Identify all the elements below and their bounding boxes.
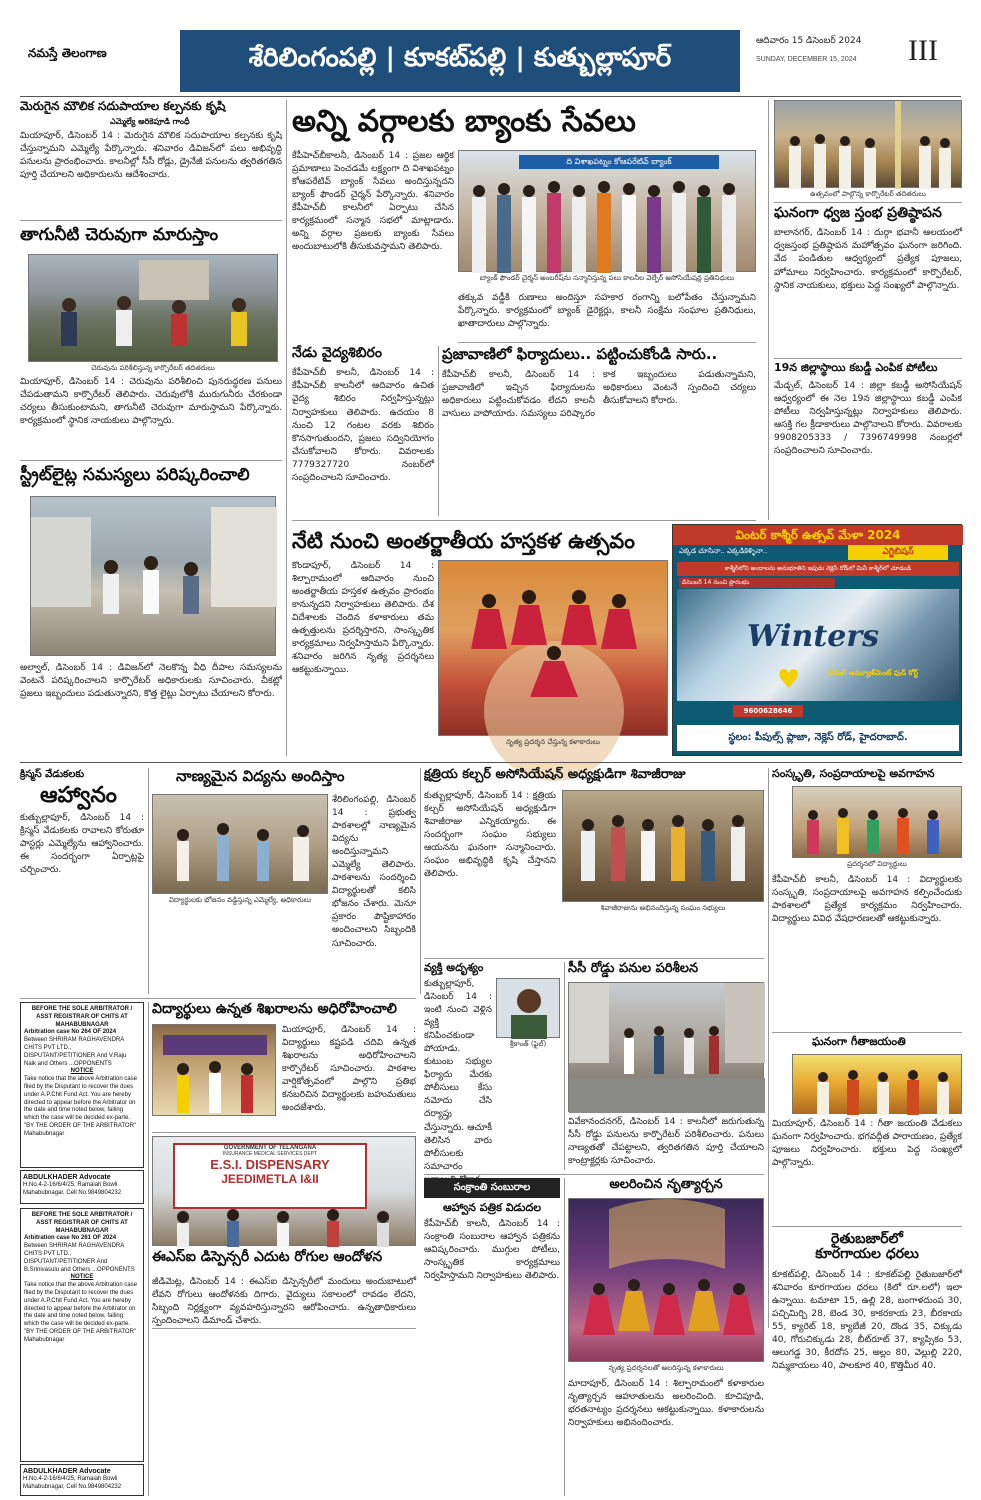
brand-logo bbox=[28, 42, 168, 66]
article-body: మియాపూర్, డిసెంబర్ 14 : చెరువును పరిశీలించి పునరుద్ధరణ పనులు చేపడుతామని కార్పొరేటర్ తెలిపారు. చెరువులోకి మురుగునీరు చేరకుండా చర్యలు తీసుకుంటామని, తాగునీటి చెరువుగా మారుస్తామని పేర్కొన్నారు. కార్యక్రమంలో స్థానిక నాయకులు పాల్గొన్నారు. bbox=[20, 377, 282, 427]
sign-sub: INSURANCE MEDICAL SERVICES DEPT bbox=[222, 1151, 318, 1157]
headline: సంస్కృతి, సంప్రదాయాలపై అవగాహన bbox=[772, 767, 935, 780]
article-body: కేపీహెచ్‌బీ కాలనీ, డిసెంబర్ 14 : కేపీహెచ్‌బీ కాలనీలో ఆదివారం ఉచిత వైద్య శిబిరం నిర్వహిస్తున్నట్లు నిర్వాహకులు తెలిపారు. ఉదయం 8 నుంచి 12 గంటల వరకు శిబిరం కొనసాగుతుందని, ప్రజలు సద్వినియోగం చేసుకోవాలని కోరారు. వివరాలకు 7779327720 నంబర్‌లో సంప్రదించాలని సూచించారు. bbox=[292, 368, 434, 483]
article-culture bbox=[772, 768, 962, 1028]
article-body: మియాపూర్, డిసెంబర్ 14 : గీతా జయంతి వేడుకలు ఘనంగా నిర్వహించారు. భగవద్గీత పారాయణం, ప్రత్యేక పూజలు నిర్వహించారు. భక్తులు పెద్ద సంఖ్యలో పాల్గొన్నారు. bbox=[772, 1119, 962, 1169]
article-kabaddi bbox=[774, 362, 962, 520]
article-missing bbox=[424, 962, 560, 1170]
article-students bbox=[152, 1002, 416, 1130]
date-english: SUNDAY, DECEMBER 15, 2024 bbox=[756, 56, 857, 63]
lead-photo bbox=[458, 150, 756, 272]
headline: క్షత్రియ కల్చర్ అసోసియేషన్ అధ్యక్షుడిగా శివాజీరాజు bbox=[424, 767, 686, 782]
ad-script: Winters bbox=[747, 619, 880, 654]
ad-venue: స్థలం: పీపుల్స్ ప్లాజా, నెక్లెస్ రోడ్, హైదరాబాద్. bbox=[677, 725, 959, 751]
ad-badge: ఎగ్జిబిషన్ bbox=[848, 545, 948, 560]
craft-caption: నృత్య ప్రదర్శన చేస్తున్న కళాకారులు bbox=[506, 738, 600, 746]
legal-notice-2-advocate bbox=[20, 1464, 144, 1496]
article-dhwaja bbox=[774, 206, 962, 356]
date-block bbox=[756, 36, 906, 80]
sign-place: JEEDIMETLA I&II bbox=[221, 1172, 319, 1186]
children-figures bbox=[793, 787, 963, 859]
notice-text: Take notice that the above Arbitration case filed by the Disputant to recover the dues under A.P.Chit Fund Act. You are hereby directed to appear before the Arbitrator on the date and time noted below, failing which the case will be decided ex-parte. "BY THE ORDER OF THE ARBITRATOR" Mahabubnagar bbox=[24, 1282, 138, 1343]
article-body: మియాపూర్, డిసెంబర్ 14 : మెరుగైన మౌలిక సదుపాయాల కల్పనకు కృషి చేస్తున్నామని ఎమ్మెల్యే పేర్కొన్నారు. శనివారం డివిజన్‌లో పలు అభివృద్ధి పనులను ప్రారంభించారు. కాలనీల్లో సీసీ రోడ్లు, డ్రైనేజీ పనులను త్వరితగతిన పూర్తి చేయాలని అధికారులను ఆదేశించారు. bbox=[20, 131, 282, 181]
ad-title: వింటర్ కాశ్మీర్ ఉత్సవ్ మేళా 2024 bbox=[673, 525, 963, 545]
kicker-box bbox=[424, 1178, 560, 1198]
gita-photo bbox=[792, 1054, 962, 1114]
advocate-address: H.No.4-2-16/6/4/25, Ramaiah Bowli Mahabubnagar, Cell No.9849804232 bbox=[23, 1182, 122, 1196]
article-body: కుత్బుల్లాపూర్, డిసెంబర్ 14 : క్షత్రియ కల్చర్ అసోసియేషన్ అధ్యక్షుడిగా శివాజీరాజు ఎన్నికయ్యారు. ఈ సందర్భంగా సంఘం సభ్యులు ఆయనను ఘనంగా సన్మానించారు. సంఘం అభివృద్ధికి కృషి చేస్తానని తెలిపారు. bbox=[424, 791, 556, 880]
headline: మెరుగైన మౌలిక సదుపాయాల కల్పనకు కృషి bbox=[20, 99, 226, 113]
masthead-title: శేరిలింగంపల్లి | కూకట్‌పల్లి | కుత్బుల్లాపూర్ bbox=[248, 43, 672, 73]
article-christmas bbox=[20, 768, 144, 988]
patients-figures bbox=[153, 1137, 417, 1247]
ad-subtitle: ఎక్కడ చూసినా.. ఎక్కడికెళ్ళినా.. bbox=[679, 547, 768, 555]
people-figures bbox=[31, 497, 277, 657]
students-photo bbox=[152, 1024, 276, 1116]
temple-photo bbox=[774, 100, 962, 188]
headline: ఆహ్వాన పత్రిక విడుదల bbox=[442, 1201, 542, 1214]
article-body: కూకట్‌పల్లి, డిసెంబర్ 14 : కూకట్‌పల్లి రైతుబజార్‌లో శనివారం కూరగాయల ధరలు (కిలో రూ.లలో) ఇలా ఉన్నాయి. టమాటా 15, ఉల్లి 28, బంగాళదుంప 30, పచ్చిమిర్చి 28, బెండ 30, కాకరకాయ 23, బీరకాయ 55, క్యారెట్ 18, క్యాబేజీ 20, దొండ 35, చిక్కుడు 40, గోరుచిక్కుడు 28, బీట్‌రూట్ 37, క్యాప్సికం 53, ఆలుగడ్డ 30, కీరదోస 25, అల్లం 80, వెల్లుల్లి 220, నిమ్మకాయలు 40, పాలకూర 40, కొత్తిమీర 40. bbox=[772, 1269, 962, 1372]
notice-parties: Between SHRIRAM RAGHAVENDRA CHITS PVT LTD., DISPUTANT/PETITIONER And B.Srinivasulu and Others ...OPPONENTS bbox=[24, 1243, 135, 1273]
headline: విద్యార్థులు ఉన్నత శిఖరాలను అధిరోహించాలి bbox=[152, 1001, 397, 1017]
article-body: కేపీహెచ్‌బీ కాలనీ, డిసెంబర్ 14 : ప్రజావాణిలో ఇచ్చిన ఫిర్యాదులను అధికారులు పట్టించుకోవడం లేదని కాలనీ వాసులు వాపోయారు. సమస్యలు పరిష్కారం కాక ఇబ్బందులు పడుతున్నామని, అధికారులు వెంటనే స్పందించి చర్యలు తీసుకోవాలని కోరారు. bbox=[442, 369, 756, 419]
article-body: కేపీహెచ్‌బీ కాలనీ, డిసెంబర్ 14 : సంక్రాంతి సంబురాల ఆహ్వాన పత్రికను ఆవిష్కరించారు. ముగ్గుల పోటీలు, సాంస్కృతిక కార్యక్రమాలు నిర్వహిస్తామని నిర్వాహకులు తెలిపారు. bbox=[424, 1219, 560, 1282]
students-figures bbox=[153, 795, 329, 895]
headline: ఆహ్వానం bbox=[40, 783, 117, 808]
headline: 19న జిల్లాస్థాయి కబడ్డీ ఎంపిక పోటీలు bbox=[774, 361, 938, 374]
cc-road-photo bbox=[568, 982, 764, 1112]
esi-body: జీడిమెట్ల, డిసెంబర్ 14 : ఈఎస్‌ఐ డిస్పెన్సరీలో మందులు అందుబాటులో లేవని రోగులు ఆందోళనకు దిగారు. వైద్యులు సకాలంలో రావడం లేదని, సిబ్బంది నిర్లక్ష్యంగా వ్యవహరిస్తున్నారని ఆరోపించారు. ఉన్నతాధికారులు స్పందించాలని డిమాండ్ చేశారు. bbox=[152, 1277, 416, 1327]
headline: సీసీ రోడ్డు పనుల పరిశీలన bbox=[568, 961, 699, 976]
people-figures bbox=[29, 255, 279, 363]
article-body: కుత్బుల్లాపూర్, డిసెంబర్ 14 : ఇంటి నుంచి వెళ్లిన వ్యక్తి కనిపించకుండా పోయాడు. కుటుంబ సభ్యుల ఫిర్యాదు మేరకు పోలీసులు కేసు నమోదు చేసి దర్యాప్తు చేస్తున్నారు. ఆచూకీ తెలిసిన వారు పోలీసులకు సమాచారం bbox=[424, 979, 492, 1172]
dancers-figures bbox=[569, 1199, 765, 1363]
ad-dates: డిసెంబర్ 14 నుంచి ప్రారంభం bbox=[679, 578, 835, 588]
article-body: బాలానగర్, డిసెంబర్ 14 : దుర్గా భవానీ ఆలయంలో ధ్వజస్తంభ ప్రతిష్ఠాపన మహోత్సవం ఘనంగా జరిగింది. వేద పండితుల ఆధ్వర్యంలో ప్రత్యేక పూజలు, హోమాలు నిర్వహించారు. కార్యక్రమంలో కార్పొరేటర్, స్థానిక నాయకులు, భక్తులు పెద్ద సంఖ్యలో పాల్గొన్నారు. bbox=[774, 228, 962, 291]
article-infrastructure bbox=[20, 100, 282, 218]
legal-notice-2 bbox=[20, 1208, 144, 1462]
photo-caption: శివాజీరాజును అభినందిస్తున్న సంఘం సభ్యులు bbox=[600, 904, 726, 912]
advocate-name: ABDULKHADER Advocate bbox=[23, 1468, 111, 1475]
missing-person-photo bbox=[496, 978, 560, 1038]
person-portrait bbox=[497, 979, 561, 1039]
article-dance bbox=[568, 1178, 764, 1496]
article-vegetable-prices bbox=[772, 1232, 962, 1496]
craft-dance-photo bbox=[438, 560, 668, 736]
headline: ఘనంగా గీతాజయంతి bbox=[812, 1035, 906, 1048]
devotees-figures bbox=[793, 1055, 963, 1115]
lead-body-left: కేపీహెచ్‌బీకాలనీ, డిసెంబర్ 14 : ప్రజల ఆర్థిక ప్రమాణాలు పెంచడమే లక్ష్యంగా ది విశాఖపట్నం కోఆపరేటివ్ బ్యాంక్ సేవలు అందిస్తున్నదని బ్యాంక్ ఫౌండర్ చైర్మన్ పేర్కొన్నారు. శనివారం కేపీహెచ్‌బీ కాలనీలో ఏర్పాటు చేసిన కార్యక్రమంలో సన్మాన సభలో మాట్లాడారు. అన్ని వర్గాల ప్రజలకు బ్యాంకు సేవలు అందుబాటులోకి తీసుకువస్తామని తెలిపారు. bbox=[292, 151, 454, 253]
headline: తాగునీటి చెరువుగా మారుస్తాం bbox=[20, 225, 219, 245]
notice-parties: Between SHRIRAM RAGHAVENDRA CHITS PVT LTD., DISPUTANT/PETITIONER And V.Raju Naik and Others ...OPPONENTS bbox=[24, 1037, 127, 1067]
article-gita bbox=[772, 1036, 962, 1222]
headline: ప్రజావాణిలో ఫిర్యాదులు.. పట్టించుకోండి సారు.. bbox=[442, 345, 718, 363]
headline: స్ట్రీట్‌లైట్ల సమస్యలు పరిష్కరించాలి bbox=[20, 465, 250, 485]
road-figures bbox=[569, 983, 765, 1113]
crowd-figures bbox=[459, 151, 757, 273]
headline: నాణ్యమైన విద్యను అందిస్తాం bbox=[176, 767, 345, 785]
ad-winter-kashmir bbox=[672, 524, 962, 756]
article-lake bbox=[20, 226, 282, 454]
advocate-name: ABDULKHADER Advocate bbox=[23, 1174, 111, 1181]
notice-title: BEFORE THE SOLE ARBITRATOR / ASST REGISTRAR OF CHITS AT MAHABUBNAGAR bbox=[31, 1006, 133, 1028]
article-education bbox=[152, 768, 416, 994]
members-figures bbox=[563, 791, 765, 903]
ad-phone: 9600628646 bbox=[733, 705, 803, 717]
masthead bbox=[180, 30, 740, 92]
notice-title: BEFORE THE SOLE ARBITRATOR / ASST REGISTRAR OF CHITS AT MAHABUBNAGAR bbox=[31, 1212, 133, 1234]
kicker: క్రిస్మస్ వేడుకలకు bbox=[20, 769, 85, 780]
notice-case: Arbitration case No 261 OF 2024 bbox=[24, 1235, 117, 1242]
stage-figures bbox=[153, 1025, 277, 1117]
photo-caption: విద్యార్థులకు భోజనం వడ్డిస్తున్న ఎమ్మెల్యే, అధికారులు bbox=[168, 896, 312, 904]
temple-figures bbox=[775, 101, 963, 189]
headline: నేడు వైద్యశిబిరం bbox=[292, 345, 382, 361]
heart-icon: ♥ bbox=[777, 665, 801, 695]
education-photo bbox=[152, 794, 328, 894]
article-body: మియాపూర్, డిసెంబర్ 14 : విద్యార్థులు కష్టపడి చదివి ఉన్నత శిఖరాలను అధిరోహించాలని కార్పొరేటర్ సూచించారు. పాఠశాల వార్షికోత్సవంలో పాల్గొని ప్రతిభ కనబరిచిన విద్యార్థులకు బహుమతులు అందజేశారు. bbox=[282, 1025, 416, 1114]
byline: ఎమ్మెల్యే అరికెపూడి గాంధీ bbox=[110, 117, 190, 127]
photo-caption: ప్రదర్శనలో విద్యార్థులు bbox=[847, 860, 907, 868]
article-prajavani bbox=[442, 346, 756, 516]
bank-banner: ది విశాఖపట్నం కోఆపరేటివ్ బ్యాంక్ bbox=[519, 155, 719, 169]
lake-photo bbox=[28, 254, 278, 362]
craft-headline: నేటి నుంచి అంతర్జాతీయ హస్తకళ ఉత్సవం bbox=[292, 529, 635, 553]
article-body: శేరిలింగంపల్లి, డిసెంబర్ 14 : ప్రభుత్వ పాఠశాలల్లో నాణ్యమైన విద్యను అందిస్తున్నామని ఎమ్మెల్యే తెలిపారు. పాఠశాలను సందర్శించి విద్యార్థులతో కలిసి భోజనం చేశారు. మెనూ ప్రకారం పౌష్టికాహారం అందించాలని సిబ్బందికి సూచించారు. bbox=[332, 795, 416, 949]
article-body: అల్వాల్, డిసెంబర్ 14 : డివిజన్‌లో నెలకొన్న వీధి దీపాల సమస్యలను వెంటనే పరిష్కరించాలని కార్పొరేటర్ అధికారులకు సూచించారు. చీకట్లో ప్రజలు ఇబ్బందులు పడుతున్నారని, కొత్త లైట్లు ఏర్పాటు చేయాలని కోరారు. bbox=[20, 663, 282, 700]
article-sankranti bbox=[424, 1178, 560, 1496]
sign-top: GOVERNMENT OF TELANGANA bbox=[223, 1145, 317, 1151]
page-number: III bbox=[908, 34, 938, 67]
headline: వ్యక్తి అదృశ్యం bbox=[424, 961, 484, 974]
ad-collage bbox=[677, 589, 959, 701]
article-cc-road bbox=[568, 962, 764, 1170]
lead-body-right: తక్కువ వడ్డీకి రుణాలు అందిస్తూ సహకార రంగాన్ని బలోపేతం చేస్తున్నామని పేర్కొన్నారు. కార్యక్రమంలో బ్యాంక్ డైరెక్టర్లు, కాలనీ సంక్షేమ సంఘాల ప్రతినిధులు, ఖాతాదారులు పాల్గొన్నారు. bbox=[458, 293, 756, 330]
dancers bbox=[439, 561, 669, 737]
ad-tagline: కాశ్మీర్‌లోని అందాలను అనుభూతిని ఇపుడు నెక్లెస్ రోడ్‌లో మినీ కాశ్మీర్‌లో చూడండి bbox=[677, 562, 959, 576]
article-streetlights bbox=[20, 466, 282, 756]
notice-heading: NOTICE bbox=[70, 1068, 94, 1075]
legal-notice-1-advocate bbox=[20, 1170, 144, 1204]
photo-caption: నృత్య ప్రదర్శనలతో అలరిస్తున్న కళాకారులు bbox=[608, 1364, 724, 1372]
article-body: మాదాపూర్, డిసెంబర్ 14 : శిల్పారామంలో కళాకారుల నృత్యార్చన ఆహూతులను అలరించింది. కూచిపూడి, భరతనాట్యం ప్రదర్శనలు ఆకట్టుకున్నాయి. కళాకారులను నిర్వాహకులు అభినందించారు. bbox=[568, 1379, 764, 1429]
dance-photo bbox=[568, 1198, 764, 1362]
brand-name: నమస్తే తెలంగాణ bbox=[28, 46, 107, 60]
lead-photo-caption: బ్యాంక్ ఫౌండర్ చైర్మన్ అంబరీష్‌ను సన్మానిస్తున్న పలు కాలనీల వెల్ఫేర్ అసోసియేషన్ల ప్రతినిధులు bbox=[479, 274, 735, 282]
kshatriya-photo bbox=[562, 790, 764, 902]
esi-photo bbox=[152, 1136, 416, 1246]
photo-caption: చెరువును పరిశీలిస్తున్న కార్పొరేటర్ తదితరులు bbox=[91, 364, 215, 372]
photo-caption: శ్రీకాంత్ (ఫైల్) bbox=[509, 1040, 547, 1048]
headline-line1: రైతుబజార్‌లో bbox=[831, 1231, 903, 1247]
esi-headline: ఈఎస్‌ఐ డిస్పెన్సరీ ఎదుట రోగుల ఆందోళన bbox=[152, 1249, 383, 1265]
craft-body: కొండాపూర్, డిసెంబర్ 14 : శిల్పారామంలో ఆదివారం నుంచి అంతర్జాతీయ హస్తకళ ఉత్సవం ప్రారంభం కానున్నదని నిర్వాహకులు తెలిపారు. దేశ విదేశాలకు చెందిన కళాకారులు తమ ఉత్పత్తులను ప్రదర్శిస్తారని, సాంస్కృతిక కార్యక్రమాలు నిర్వహిస్తామని పేర్కొన్నారు. శనివారం జరిగిన నృత్య ప్రదర్శనలు ఆకట్టుకున్నాయి. bbox=[292, 561, 434, 676]
date-telugu: ఆదివారం 15 డిసెంబర్ 2024 bbox=[756, 36, 862, 46]
culture-photo bbox=[792, 786, 962, 858]
kicker: సంక్రాంతి సంబురాల bbox=[453, 1182, 531, 1193]
notice-heading: NOTICE bbox=[70, 1274, 94, 1281]
advocate-address: H.No.4-2-16/6/4/25, Ramaiah Bowli Mahabubnagar, Cell No.9849804232 bbox=[23, 1476, 122, 1490]
article-body: వివేకానందనగర్, డిసెంబర్ 14 : కాలనీలో జరుగుతున్న సీసీ రోడ్డు పనులను కార్పొరేటర్ పరిశీలించారు. పనులు నాణ్యతతో చేపట్టాలని, త్వరితగతిన పూర్తి చేయాలని కాంట్రాక్టర్లకు సూచించారు. bbox=[568, 1117, 764, 1167]
legal-notice-1 bbox=[20, 1002, 144, 1168]
temple-caption: ఉత్సవంలో పాల్గొన్న కార్పొరేటర్ తదితరులు bbox=[810, 190, 926, 198]
headline-line2: కూరగాయల ధరలు bbox=[815, 1246, 919, 1263]
article-medical-camp bbox=[292, 346, 434, 516]
headline: ఘనంగా ధ్వజ స్తంభ ప్రతిష్ఠాపన bbox=[774, 205, 942, 221]
notice-case: Arbitration case No 264 OF 2024 bbox=[24, 1029, 117, 1036]
streetlight-photo bbox=[30, 496, 276, 656]
ad-extras: షాపింగ్ అమ్యూజ్‌మెంట్ ఫుడ్ కోర్ట్ bbox=[827, 669, 919, 677]
headline: అలరించిన నృత్యార్చన bbox=[609, 1177, 723, 1192]
article-body: కుత్బుల్లాపూర్, డిసెంబర్ 14 : క్రిస్మస్ వేడుకలకు రావాలని కోరుతూ పాస్టర్లు ఎమ్మెల్యేను ఆహ్వానించారు. ఈ సందర్భంగా ఏర్పాట్లపై చర్చించారు. bbox=[20, 813, 144, 876]
notice-text: Take notice that the above Arbitration case filed by the Disputant to recover the dues under A.P.Chit Fund Act. You are hereby directed to appear before the Arbitrator on the date and time noted below, failing which the case will be decided ex-parte. "BY THE ORDER OF THE ARBITRATOR" Mahabubnagar bbox=[24, 1076, 138, 1137]
sign-main: E.S.I. DISPENSARY bbox=[210, 1157, 330, 1172]
article-body: మేడ్చల్, డిసెంబర్ 14 : జిల్లా కబడ్డీ అసోసియేషన్ ఆధ్వర్యంలో ఈ నెల 19న జిల్లాస్థాయి కబడ్డీ ఎంపిక పోటీలు నిర్వహిస్తున్నట్లు నిర్వాహకులు తెలిపారు. ఆసక్తి గల క్రీడాకారులు పాల్గొనాలని కోరారు. వివరాలకు 9908205333 / 7396749998 నంబర్లలో సంప్రదించాలని సూచించారు. bbox=[774, 381, 962, 457]
lead-headline: అన్ని వర్గాలకు బ్యాంకు సేవలు bbox=[292, 104, 636, 139]
article-body: కేపీహెచ్‌బీ కాలనీ, డిసెంబర్ 14 : విద్యార్థులకు సంస్కృతి, సంప్రదాయాలపై అవగాహన కల్పించేందుకు పాఠశాలలో ప్రత్యేక కార్యక్రమం నిర్వహించారు. విద్యార్థులు వివిధ వేషధారణలతో ఆకట్టుకున్నారు. bbox=[772, 875, 962, 925]
article-kshatriya bbox=[424, 768, 764, 954]
